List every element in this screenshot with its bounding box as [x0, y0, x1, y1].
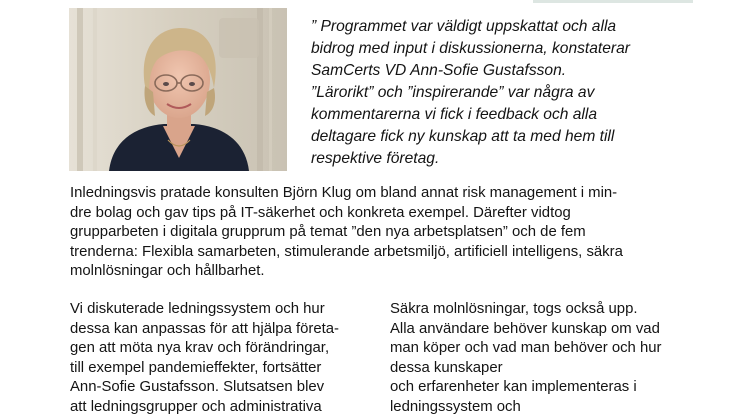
intro-line: molnlösningar och hållbarhet.: [70, 263, 265, 280]
top-accent-rule: [533, 0, 693, 3]
right-column-line: Alla användare behöver kunskap om vad: [390, 320, 660, 337]
left-column-line: Ann-Sofie Gustafsson. Slutsatsen blev: [70, 379, 325, 396]
quote-line: respektive företag.: [311, 150, 440, 167]
left-column-line: till exempel pandemieffekter, fortsätter: [70, 359, 322, 376]
left-column-line: gen att möta nya krav och förändringar,: [70, 340, 330, 357]
left-column-line: Vi diskuterade ledningssystem och hur: [70, 301, 325, 317]
right-column-line: man köper och vad man behöver och hur: [390, 340, 662, 357]
quote-line: kommentarerna vi fick i feedback och alla: [311, 106, 598, 123]
intro-line: grupparbeten i digitala grupprum på temat ”den nya arbetsplatsen” och de fem: [70, 224, 586, 241]
intro-line: Inledningsvis pratade konsulten Björn Klug om bland annat risk management i min-: [70, 185, 618, 201]
quote-line: ” Programmet var väldigt uppskattat och alla: [311, 18, 617, 35]
left-column-paragraph: [70, 300, 370, 418]
pull-quote: [311, 16, 731, 170]
right-column-line: och erfarenheter kan implementeras i: [390, 379, 637, 396]
portrait-photo: [69, 8, 287, 171]
quote-line: ”Lärorikt” och ”inspirerande” var några av: [311, 84, 595, 101]
quote-line: SamCerts VD Ann-Sofie Gustafsson.: [311, 62, 567, 79]
right-column-line: ledningssystem och: [390, 398, 521, 415]
quote-line: deltagare fick ny kunskap att ta med hem till: [311, 128, 615, 145]
quote-line: bidrog med input i diskussionerna, konstaterar: [311, 40, 630, 57]
right-column-line: Säkra molnlösningar, togs också upp.: [390, 301, 638, 317]
left-column-line: dessa kan anpassas för att hjälpa företa-: [70, 320, 340, 337]
left-column-line: att ledningsgrupper och administrativa: [70, 398, 322, 415]
intro-paragraph: [70, 184, 730, 282]
intro-line: trenderna: Flexibla samarbeten, stimulerande arbetsmiljö, artificiell intelligens, säkra: [70, 243, 623, 260]
right-column-line: dessa kunskaper: [390, 359, 503, 376]
intro-line: dre bolag och gav tips på IT-säkerhet och konkreta exempel. Därefter vidtog: [70, 204, 571, 221]
right-column-paragraph: [390, 300, 730, 418]
